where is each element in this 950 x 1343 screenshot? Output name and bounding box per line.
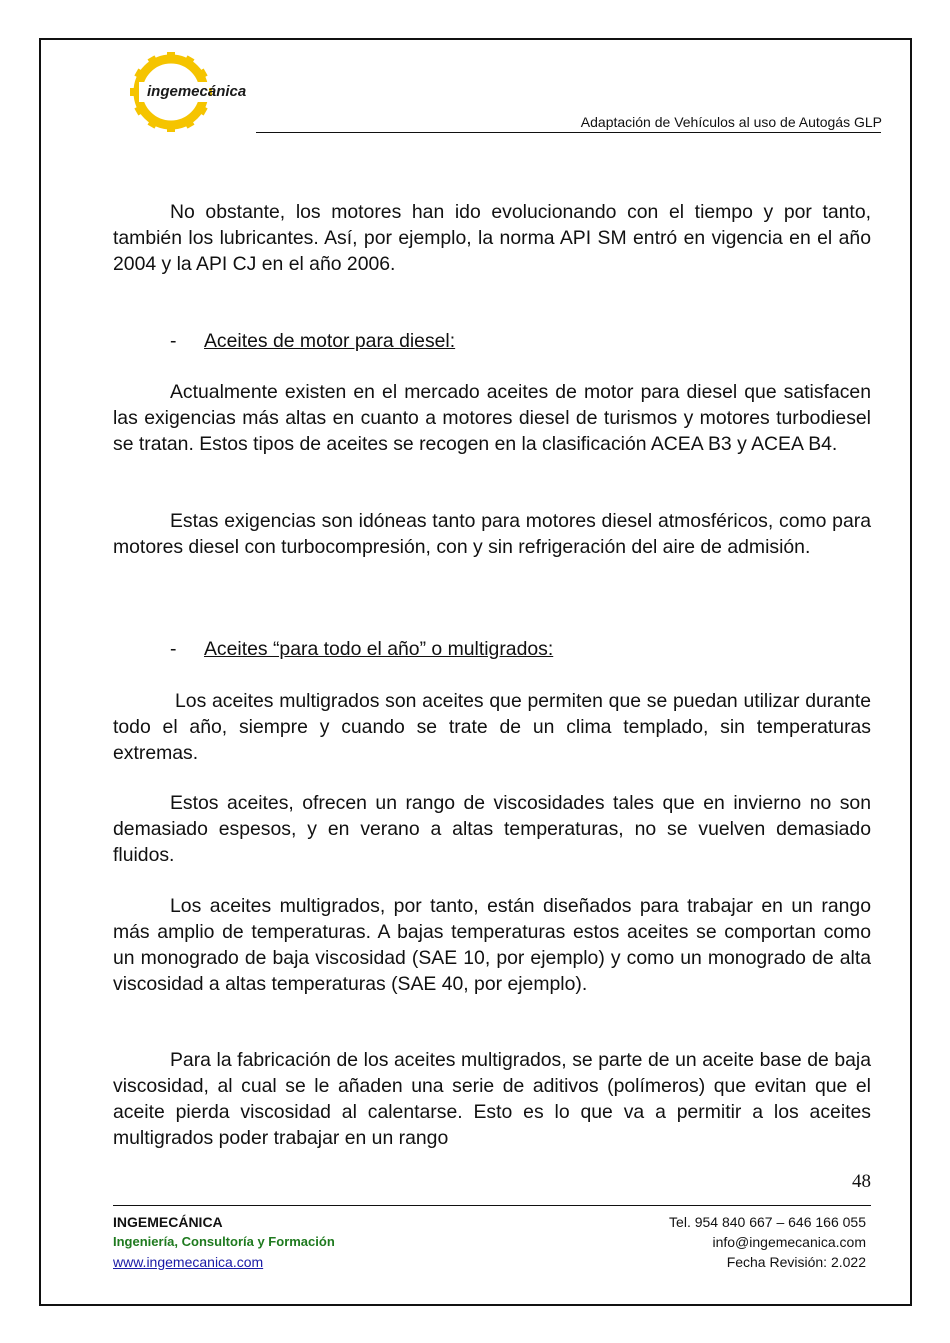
footer-company-info [113, 1212, 335, 1272]
paragraph: No obstante, los motores han ido evolucionando con el tiempo y por tanto, también los lubricantes. Así, por ejemplo, la norma API SM entró en vigencia en el año 2004 y la API CJ en el año 2006. [113, 201, 871, 275]
paragraph: Estos aceites, ofrecen un rango de viscosidades tales que en invierno no son demasiado espesos, y en verano a altas temperaturas, no se vuelven demasiado fluidos. [113, 792, 871, 866]
body-text [113, 508, 871, 560]
footer-phone: Tel. 954 840 667 – 646 166 055 [669, 1214, 866, 1230]
document-title: Adaptación de Vehículos al uso de Autogás GLP [580, 114, 882, 130]
body-text [113, 379, 871, 457]
heading-text: Aceites de motor para diesel: [204, 330, 456, 352]
paragraph: Los aceites multigrados son aceites que permiten que se puedan utilizar durante todo el año, siempre y cuando se trate de un clima templado, sin temperaturas extremas. [113, 690, 871, 764]
body-text [113, 893, 871, 997]
footer-company-name: INGEMECÁNICA [113, 1214, 223, 1230]
body-text [113, 688, 871, 766]
body-text [113, 790, 871, 868]
paragraph: Estas exigencias son idóneas tanto para motores diesel atmosféricos, como para motores diesel con turbocompresión, con y sin refrigeración del aire de admisión. [113, 510, 871, 558]
paragraph: Actualmente existen en el mercado aceites de motor para diesel que satisfacen las exigencias más altas en cuanto a motores diesel de turismos y motores turbodiesel se tratan. Estos tipos de aceites se recogen en la clasificación ACEA B3 y ACEA B4. [113, 381, 871, 455]
page-number: 48 [852, 1171, 871, 1192]
footer-website-link[interactable]: www.ingemecanica.com [113, 1254, 264, 1270]
paragraph: Para la fabricación de los aceites multigrados, se parte de un aceite base de baja viscosidad, al cual se le añaden una serie de aditivos (polímeros) que evitan que el aceite pierda viscosidad al calentarse. Esto es lo que va a permitir a los aceites multigrados poder trabajar en un rango [113, 1049, 871, 1149]
list-dash: - [170, 638, 177, 660]
paragraph: Los aceites multigrados, por tanto, están diseñados para trabajar en un rango más amplio de temperaturas. A bajas temperaturas estos aceites se comportan como un monogrado de baja viscosidad (SAE 10, por ejemplo) y como un monogrado de alta viscosidad a altas temperaturas (SAE 40, por ejemplo). [113, 895, 871, 995]
body-text [113, 1047, 871, 1151]
section-heading [170, 636, 553, 662]
footer-tagline: Ingeniería, Consultoría y Formación [113, 1234, 335, 1249]
company-logo [125, 52, 265, 132]
footer-email[interactable]: info@ingemecanica.com [712, 1234, 866, 1250]
footer-divider [113, 1205, 871, 1206]
list-dash: - [170, 330, 177, 352]
heading-text: Aceites “para todo el año” o multigrados: [204, 638, 554, 660]
body-text [113, 199, 871, 277]
footer-revision-date: Fecha Revisión: 2.022 [726, 1254, 866, 1270]
section-heading [170, 328, 455, 354]
logo-wordmark: ingemecánica [147, 83, 247, 100]
header-divider [256, 132, 881, 133]
footer-contact-info [669, 1212, 866, 1272]
